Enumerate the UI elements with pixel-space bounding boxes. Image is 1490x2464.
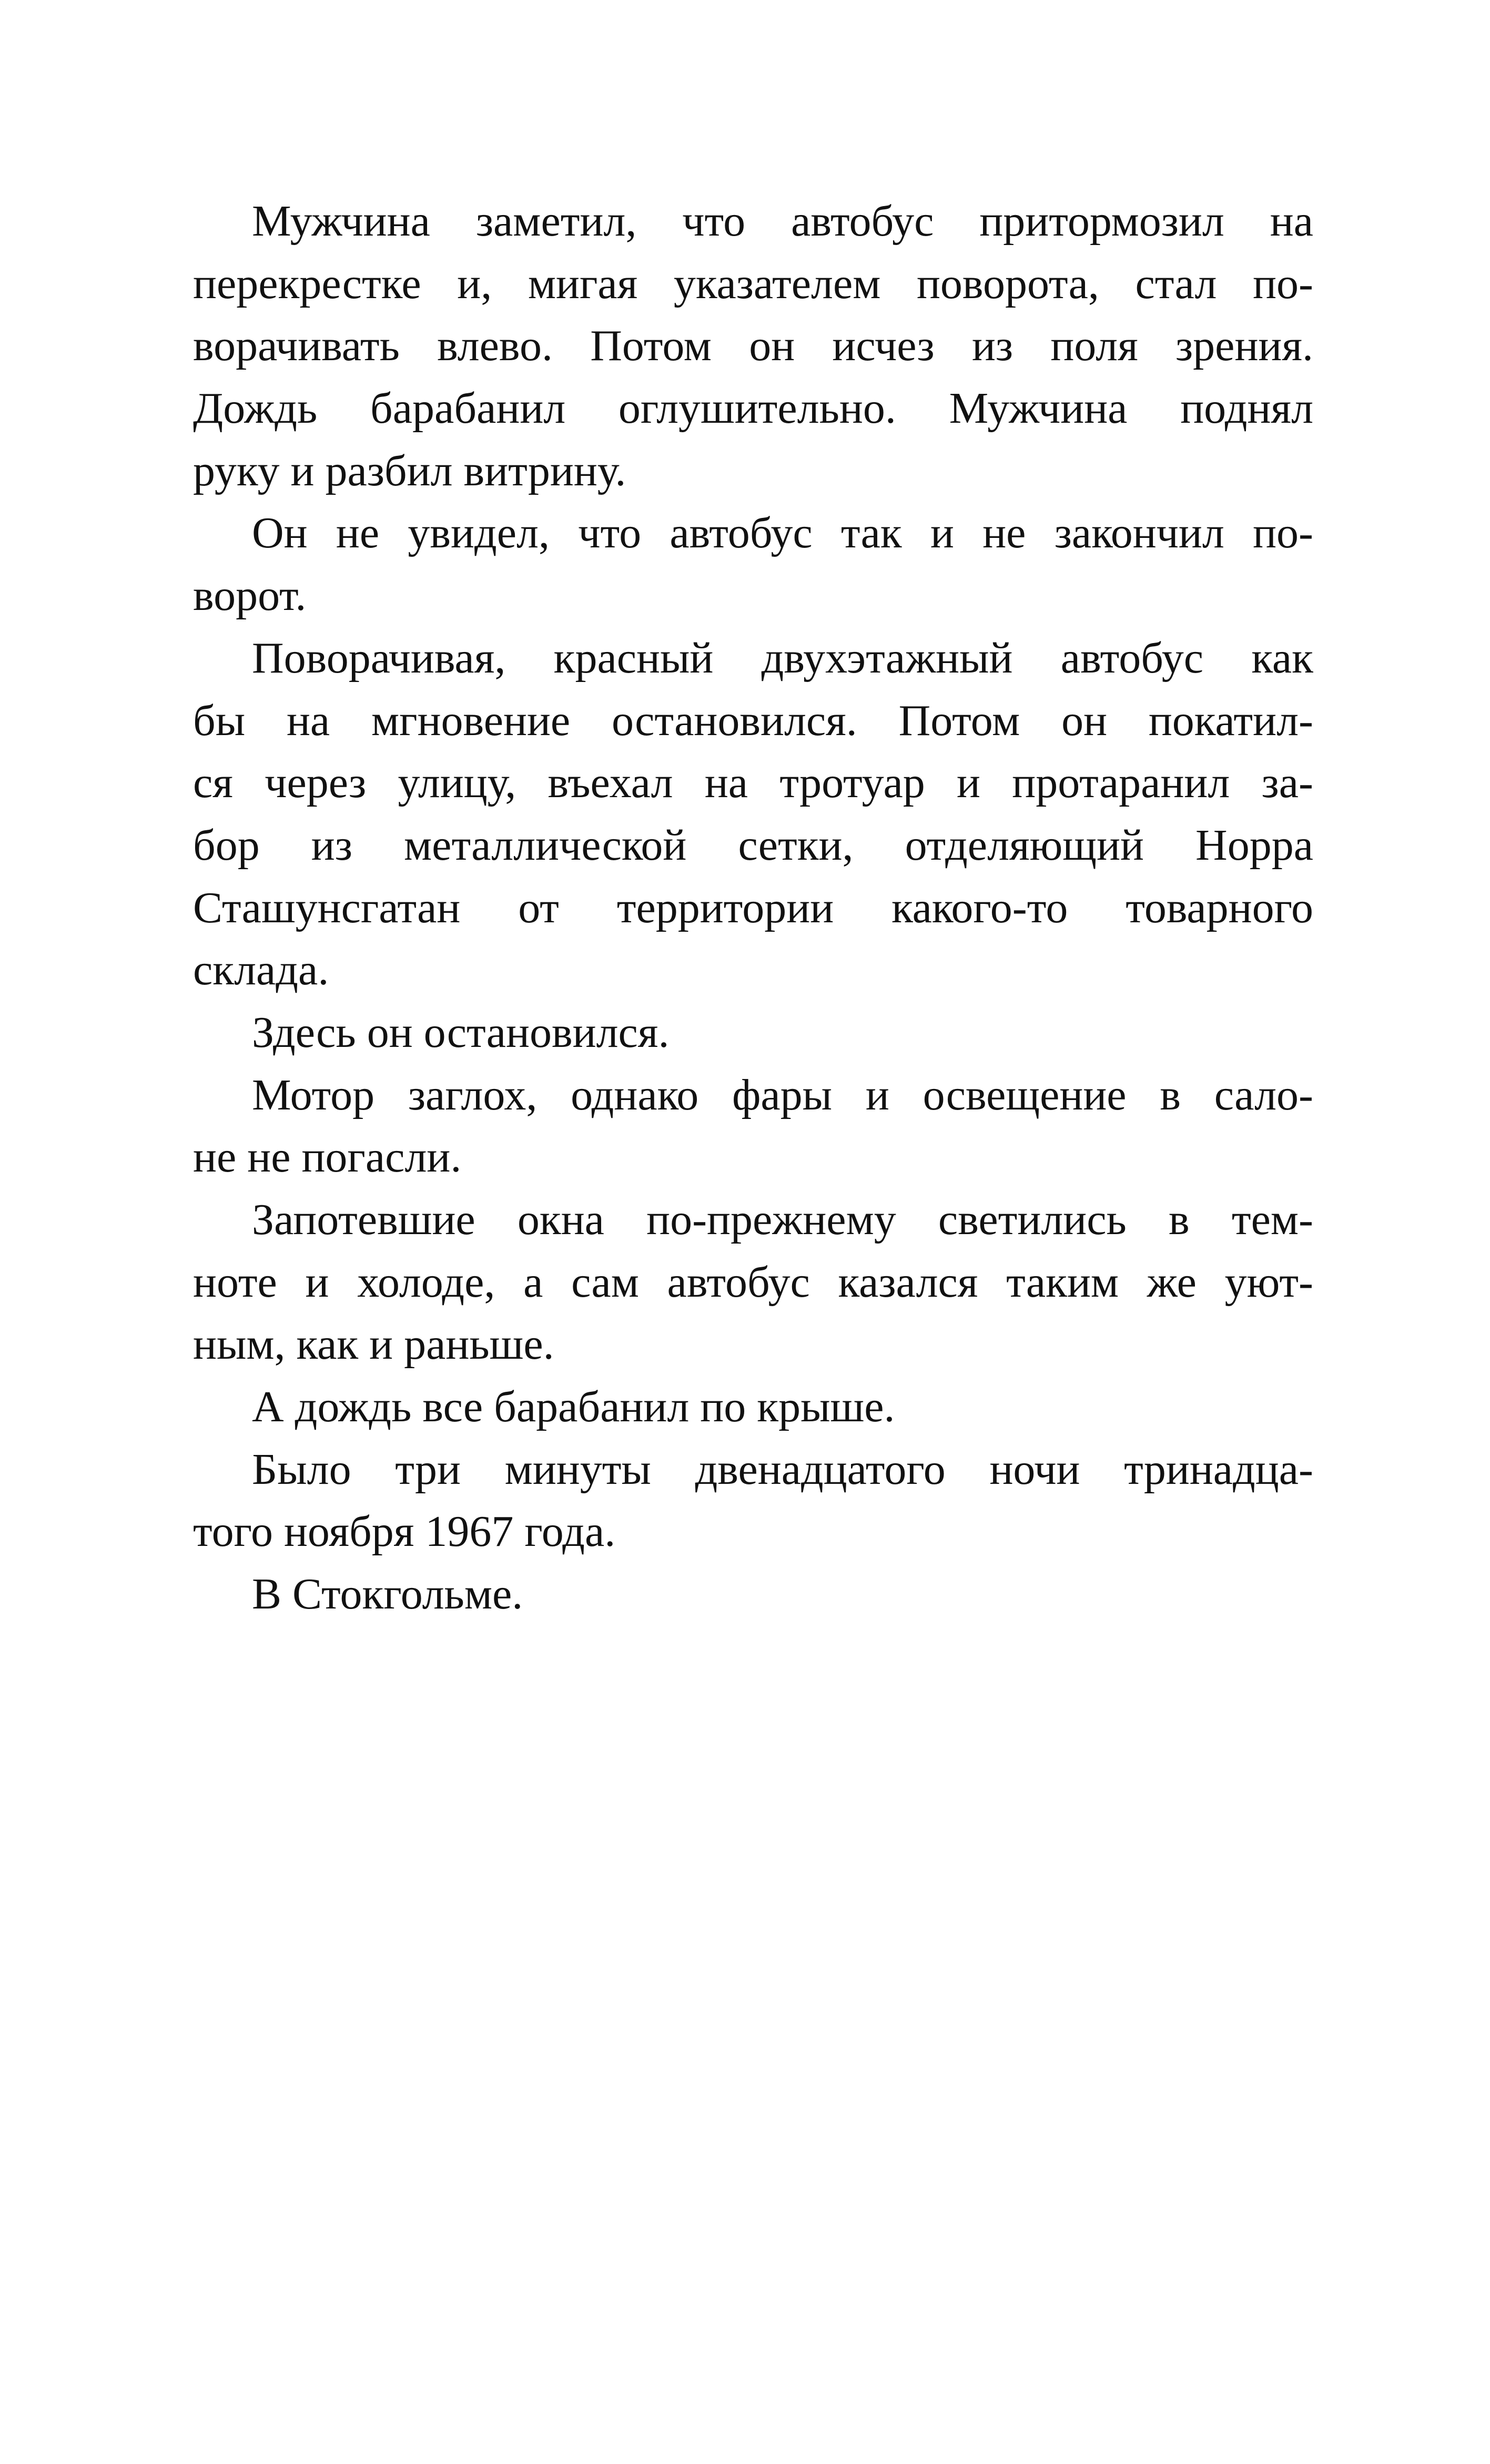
text-line: Запотевшие окна по-прежнему светились в тем- bbox=[252, 1195, 1313, 1244]
text-line: Мотор заглох, однако фары и освещение в сало- bbox=[252, 1070, 1313, 1119]
text-line: Поворачивая, красный двухэтажный автобус как bbox=[252, 633, 1313, 683]
text-line: того ноября 1967 года. bbox=[193, 1507, 616, 1556]
text-line: А дождь все барабанил по крыше. bbox=[252, 1382, 895, 1432]
text-line: Сташунсгатан от территории какого-то товарного bbox=[193, 883, 1313, 932]
text-line: Дождь барабанил оглушительно. Мужчина поднял bbox=[193, 384, 1313, 433]
text-line: Было три минуты двенадцатого ночи тринадца- bbox=[252, 1444, 1313, 1494]
text-line: руку и разбил витрину. bbox=[193, 446, 626, 495]
text-line: В Стокгольме. bbox=[252, 1570, 523, 1619]
text-line: перекрестке и, мигая указателем поворота, стал по- bbox=[193, 259, 1313, 308]
text-line: ноте и холоде, а сам автобус казался таким же уют- bbox=[193, 1257, 1313, 1307]
page-text bbox=[193, 190, 1313, 1626]
text-line: Он не увидел, что автобус так и не закончил по- bbox=[252, 508, 1313, 558]
text-line: Мужчина заметил, что автобус притормозил на bbox=[252, 197, 1313, 246]
text-line: не не погасли. bbox=[193, 1133, 462, 1182]
text-line: бор из металлической сетки, отделяющий Норра bbox=[193, 820, 1313, 870]
text-line: ся через улицу, въехал на тротуар и протаранил за- bbox=[193, 758, 1313, 808]
text-line: склада. bbox=[193, 945, 329, 995]
text-line: ворот. bbox=[193, 571, 307, 620]
text-line: бы на мгновение остановился. Потом он покатил- bbox=[193, 696, 1313, 745]
text-line: ным, как и раньше. bbox=[193, 1320, 554, 1369]
text-line: ворачивать влево. Потом он исчез из поля зрения. bbox=[193, 321, 1313, 371]
text-line: Здесь он остановился. bbox=[252, 1007, 670, 1057]
